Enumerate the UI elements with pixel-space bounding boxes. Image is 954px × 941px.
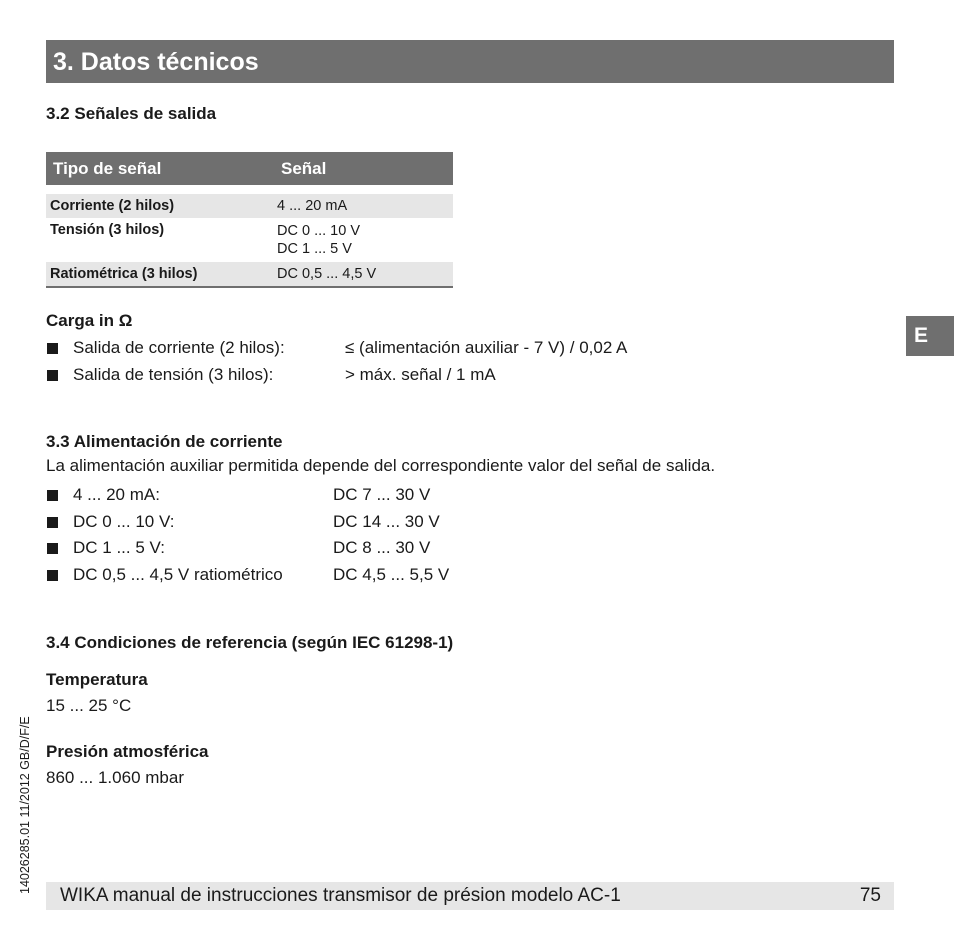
- page-number: 75: [859, 885, 881, 906]
- temperature-heading: Temperatura: [46, 670, 148, 689]
- bullet-square-icon: [47, 370, 58, 381]
- section-3-4-heading: 3.4 Condiciones de referencia (según IEC 61298-1): [46, 633, 454, 652]
- supply-item-value: DC 7 ... 30 V: [333, 485, 431, 504]
- supply-item-label: DC 0 ... 10 V:: [73, 512, 175, 531]
- table-cell-type: Corriente (2 hilos): [50, 198, 175, 214]
- pressure-heading: Presión atmosférica: [46, 742, 209, 761]
- table-row: [46, 262, 453, 288]
- load-item-label: Salida de tensión (3 hilos):: [73, 365, 274, 384]
- bullet-square-icon: [47, 543, 58, 554]
- load-heading: Carga in Ω: [46, 311, 133, 330]
- table-cell-signal: DC 0 ... 10 V: [277, 223, 361, 239]
- pressure-value: 860 ... 1.060 mbar: [46, 768, 184, 787]
- table-header: [46, 152, 453, 185]
- section-3-2-heading: 3.2 Señales de salida: [46, 104, 217, 123]
- output-signals-table: [46, 152, 453, 288]
- footer-title: WIKA manual de instrucciones transmisor de présion modelo AC-1: [60, 885, 621, 906]
- supply-item-label: DC 0,5 ... 4,5 V ratiométrico: [73, 565, 283, 584]
- load-item-value: > máx. señal / 1 mA: [345, 365, 496, 384]
- section-3-3-heading: 3.3 Alimentación de corriente: [46, 432, 283, 451]
- table-cell-type: Ratiométrica (3 hilos): [50, 266, 198, 282]
- table-row: [46, 218, 453, 262]
- document-code: 14026285.01 11/2012 GB/D/F/E: [18, 716, 32, 894]
- chapter-title: 3. Datos técnicos: [53, 48, 259, 76]
- footer-bar: [46, 882, 894, 910]
- table-header-signal-type: Tipo de señal: [53, 159, 162, 178]
- language-tab: [906, 316, 954, 356]
- bullet-square-icon: [47, 343, 58, 354]
- supply-item-value: DC 4,5 ... 5,5 V: [333, 565, 450, 584]
- supply-item-value: DC 14 ... 30 V: [333, 512, 440, 531]
- bullet-square-icon: [47, 490, 58, 501]
- supply-item-value: DC 8 ... 30 V: [333, 538, 431, 557]
- table-cell-signal: DC 1 ... 5 V: [277, 241, 352, 257]
- table-header-signal: Señal: [281, 159, 327, 178]
- bullet-square-icon: [47, 517, 58, 528]
- supply-item-label: 4 ... 20 mA:: [73, 485, 160, 504]
- table-cell-signal: 4 ... 20 mA: [277, 198, 348, 214]
- supply-item-label: DC 1 ... 5 V:: [73, 538, 165, 557]
- table-row: [46, 194, 453, 218]
- load-item-label: Salida de corriente (2 hilos):: [73, 338, 285, 357]
- load-item-value: ≤ (alimentación auxiliar - 7 V) / 0,02 A: [345, 338, 628, 357]
- table-cell-type: Tensión (3 hilos): [50, 222, 165, 238]
- table-cell-signal: DC 0,5 ... 4,5 V: [277, 266, 377, 282]
- temperature-value: 15 ... 25 °C: [46, 696, 132, 715]
- bullet-square-icon: [47, 570, 58, 581]
- language-tab-label: E: [914, 324, 929, 347]
- chapter-header-bar: [46, 40, 894, 83]
- section-3-3-intro: La alimentación auxiliar permitida depende del correspondiente valor del señal de salida.: [46, 456, 716, 475]
